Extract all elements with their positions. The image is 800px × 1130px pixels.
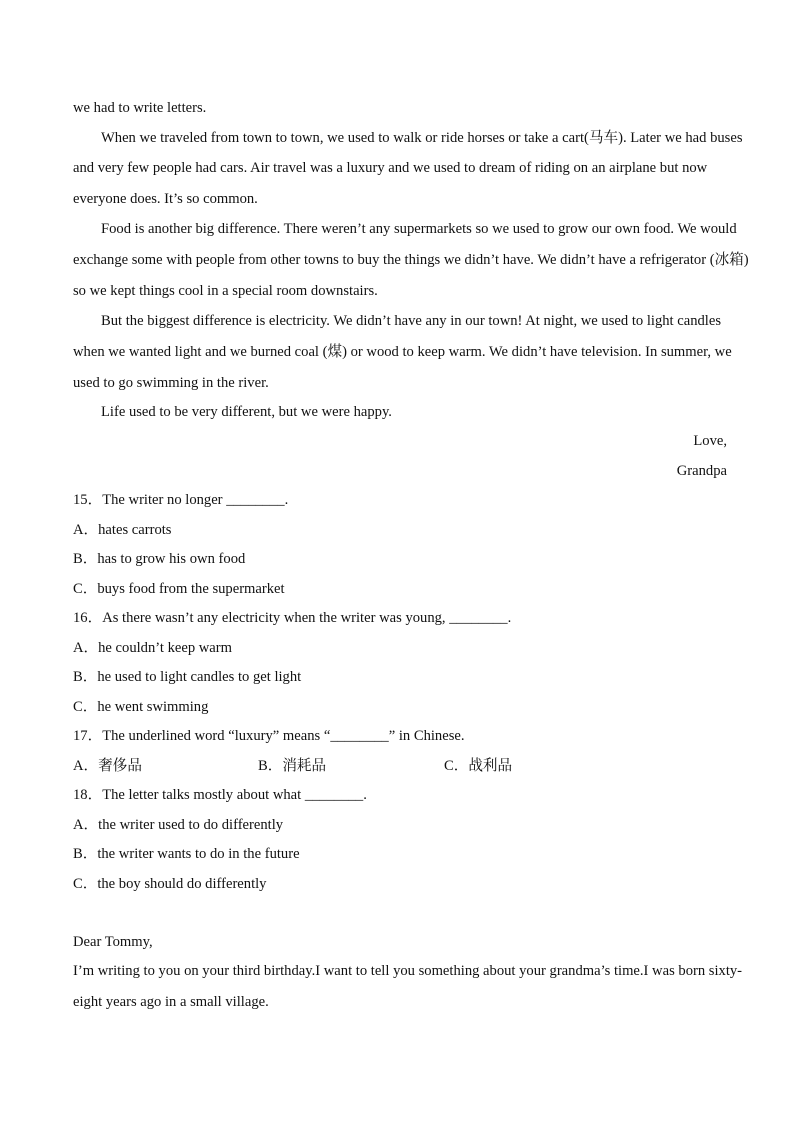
- passage-line: But the biggest difference is electricity. We didn’t have any in our town! At night, we used to light candles: [101, 313, 721, 329]
- letter-greeting: Dear Tommy,: [73, 934, 153, 950]
- question-option: B．the writer wants to do in the future: [73, 846, 300, 862]
- question-option: C．the boy should do differently: [73, 876, 267, 892]
- question-option: A．hates carrots: [73, 522, 172, 538]
- question-option: A．he couldn’t keep warm: [73, 640, 232, 656]
- question-option: C．战利品: [444, 758, 513, 774]
- passage-line: Life used to be very different, but we were happy.: [101, 404, 392, 420]
- question-stem-15: 15．The writer no longer ________.: [73, 492, 289, 508]
- question-stem-17: 17．The underlined word “luxury” means “________” in Chinese.: [73, 728, 465, 744]
- question-option: C．buys food from the supermarket: [73, 581, 285, 597]
- passage-line: so we kept things cool in a special room downstairs.: [73, 283, 378, 299]
- passage-line: used to go swimming in the river.: [73, 375, 269, 391]
- passage-line: exchange some with people from other towns to buy the things we didn’t have. We didn’t have a refrigerator (冰箱): [73, 252, 749, 268]
- letter-signature: Grandpa: [676, 463, 727, 479]
- passage-line: we had to write letters.: [73, 100, 207, 116]
- letter-closing: Love,: [693, 433, 727, 449]
- passage-line: when we wanted light and we burned coal (煤) or wood to keep warm. We didn’t have television. In summer, we: [73, 344, 732, 360]
- passage-line: I’m writing to you on your third birthday.I want to tell you something about your grandma’s time.I was born sixty-: [73, 963, 743, 979]
- question-stem-16: 16．As there wasn’t any electricity when the writer was young, ________.: [73, 610, 512, 626]
- passage-line: everyone does. It’s so common.: [73, 191, 258, 207]
- question-option: B．has to grow his own food: [73, 551, 246, 567]
- question-option: A．奢侈品: [73, 758, 142, 774]
- question-option: C．he went swimming: [73, 699, 209, 715]
- question-stem-18: 18．The letter talks mostly about what ________.: [73, 787, 367, 803]
- question-option: B．消耗品: [258, 758, 327, 774]
- passage-line: When we traveled from town to town, we used to walk or ride horses or take a cart(马车). Later we had buses: [101, 130, 743, 146]
- question-option: B．he used to light candles to get light: [73, 669, 302, 685]
- passage-line: eight years ago in a small village.: [73, 994, 269, 1010]
- passage-line: Food is another big difference. There weren’t any supermarkets so we used to grow our own food. We would: [101, 221, 737, 237]
- question-option: A．the writer used to do differently: [73, 817, 284, 833]
- passage-line: and very few people had cars. Air travel was a luxury and we used to dream of riding on an airplane but now: [73, 160, 708, 176]
